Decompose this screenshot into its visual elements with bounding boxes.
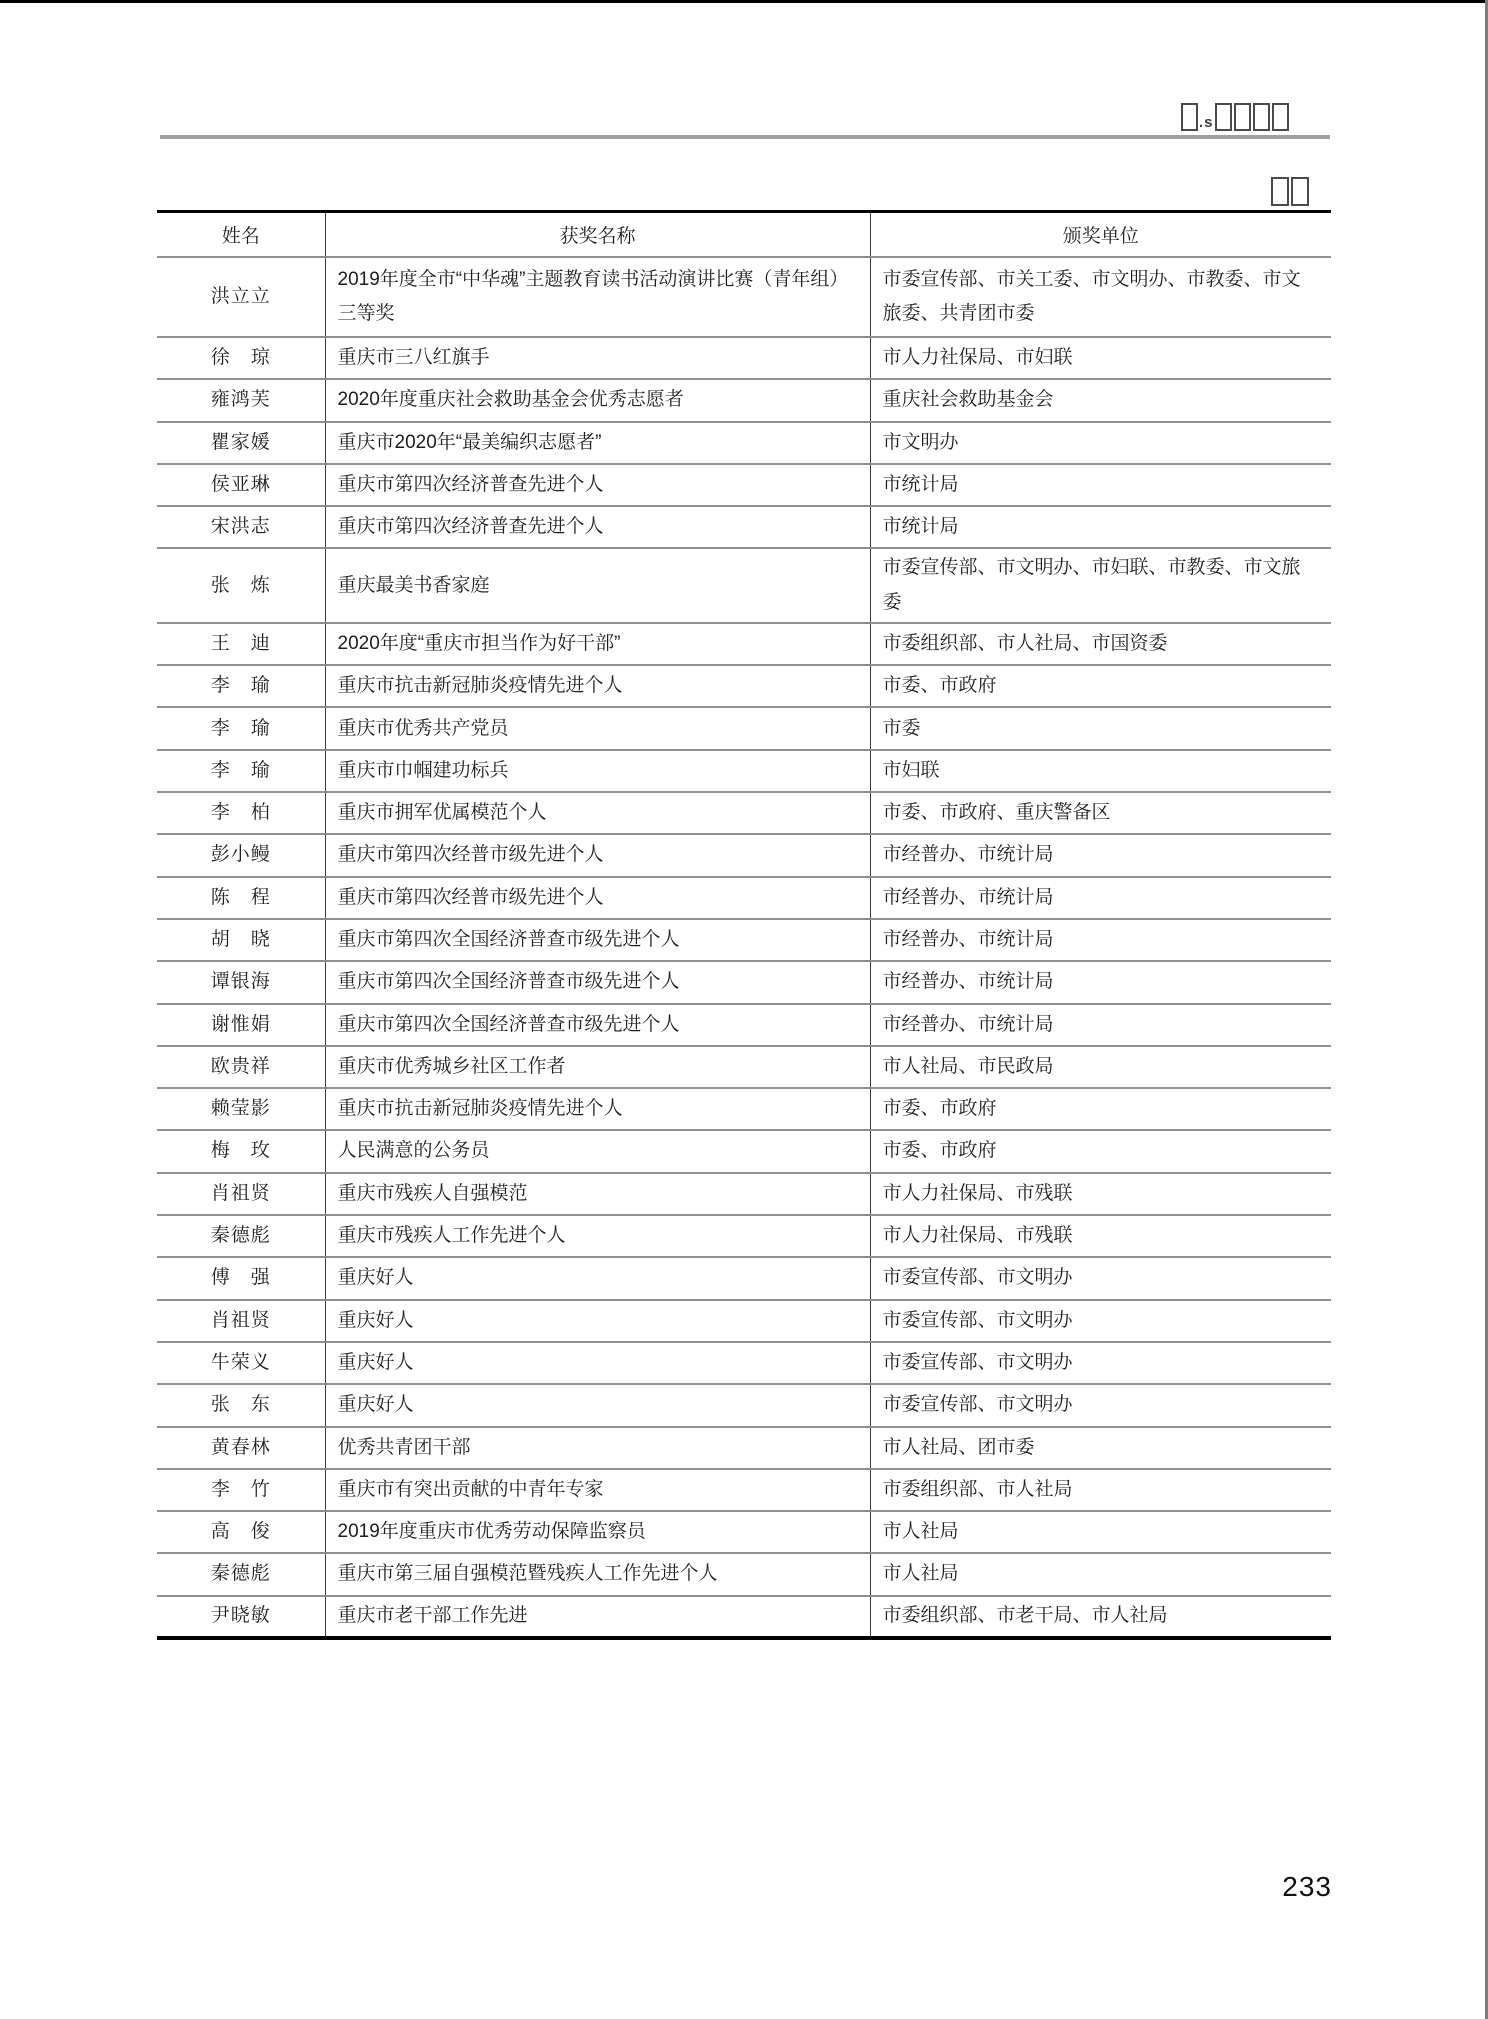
table-row [157, 257, 1331, 337]
cell-unit: 市委宣传部、市文明办 [870, 1257, 1331, 1299]
cell-award: 重庆市抗击新冠肺炎疫情先进个人 [325, 1088, 870, 1130]
cell-name: 李 瑜 [157, 750, 325, 792]
cell-unit: 市委宣传部、市文明办 [870, 1300, 1331, 1342]
table-row [157, 1088, 1331, 1130]
cell-name: 张 东 [157, 1384, 325, 1426]
missing-glyph-box [1271, 177, 1289, 206]
cell-award: 重庆市第四次经普市级先进个人 [325, 877, 870, 919]
cell-name: 徐 琼 [157, 337, 325, 379]
cell-award: 重庆市巾帼建功标兵 [325, 750, 870, 792]
cell-award: 重庆好人 [325, 1257, 870, 1299]
cell-unit: 市人力社保局、市残联 [870, 1215, 1331, 1257]
page-top-edge-line [0, 0, 1488, 3]
cell-unit: 市人社局、市民政局 [870, 1046, 1331, 1088]
missing-glyph-box [1215, 103, 1232, 131]
cell-name: 彭小鳗 [157, 834, 325, 876]
cell-unit: 市妇联 [870, 750, 1331, 792]
cell-unit: 市委组织部、市人社局 [870, 1469, 1331, 1511]
cell-name: 谭银海 [157, 961, 325, 1003]
cell-award: 重庆市优秀共产党员 [325, 707, 870, 749]
table-row [157, 548, 1331, 622]
cell-name: 秦德彪 [157, 1215, 325, 1257]
page-number: 233 [1282, 1871, 1332, 1902]
cell-unit: 市委宣传部、市文明办 [870, 1342, 1331, 1384]
table-row [157, 1300, 1331, 1342]
cell-award: 重庆市第三届自强模范暨残疾人工作先进个人 [325, 1553, 870, 1595]
table-row [157, 1384, 1331, 1426]
column-header-name: 姓名 [157, 212, 325, 258]
table-row [157, 1046, 1331, 1088]
table-header-row [157, 212, 1331, 258]
cell-award: 重庆市第四次全国经济普查市级先进个人 [325, 919, 870, 961]
cell-name: 陈 程 [157, 877, 325, 919]
cell-award: 重庆市老干部工作先进 [325, 1596, 870, 1638]
cell-award: 重庆市拥军优属模范个人 [325, 792, 870, 834]
running-header: .s [1180, 103, 1290, 131]
table-row [157, 464, 1331, 506]
table-row [157, 792, 1331, 834]
missing-glyph-box [1291, 177, 1309, 206]
cell-name: 李 瑜 [157, 665, 325, 707]
cell-award: 重庆市第四次经普市级先进个人 [325, 834, 870, 876]
cell-name: 肖祖贤 [157, 1300, 325, 1342]
table-row [157, 834, 1331, 876]
cell-name: 傅 强 [157, 1257, 325, 1299]
cell-unit: 市文明办 [870, 422, 1331, 464]
cell-award: 优秀共青团干部 [325, 1427, 870, 1469]
table-row [157, 750, 1331, 792]
cell-name: 牛荣义 [157, 1342, 325, 1384]
cell-award: 重庆市抗击新冠肺炎疫情先进个人 [325, 665, 870, 707]
table-continued-label [1270, 177, 1310, 206]
cell-award: 重庆好人 [325, 1342, 870, 1384]
cell-award: 2019年度重庆市优秀劳动保障监察员 [325, 1511, 870, 1553]
cell-name: 赖莹影 [157, 1088, 325, 1130]
cell-unit: 市经普办、市统计局 [870, 1004, 1331, 1046]
cell-award: 重庆市2020年“最美编织志愿者” [325, 422, 870, 464]
cell-unit: 市经普办、市统计局 [870, 877, 1331, 919]
table-row [157, 623, 1331, 665]
table-row [157, 1342, 1331, 1384]
cell-unit: 市经普办、市统计局 [870, 919, 1331, 961]
cell-award: 重庆市残疾人工作先进个人 [325, 1215, 870, 1257]
cell-award: 2020年度“重庆市担当作为好干部” [325, 623, 870, 665]
cell-name: 洪立立 [157, 257, 325, 337]
table-row [157, 1596, 1331, 1638]
cell-award: 重庆市第四次全国经济普查市级先进个人 [325, 961, 870, 1003]
cell-name: 胡 晓 [157, 919, 325, 961]
cell-unit: 市委 [870, 707, 1331, 749]
cell-name: 侯亚琳 [157, 464, 325, 506]
cell-unit: 市委宣传部、市关工委、市文明办、市教委、市文旅委、共青团市委 [870, 257, 1331, 337]
cell-award: 重庆市三八红旗手 [325, 337, 870, 379]
cell-award: 重庆市第四次经济普查先进个人 [325, 506, 870, 548]
table-row [157, 1469, 1331, 1511]
cell-award: 重庆市优秀城乡社区工作者 [325, 1046, 870, 1088]
cell-name: 尹晓敏 [157, 1596, 325, 1638]
cell-name: 李 竹 [157, 1469, 325, 1511]
cell-name: 王 迪 [157, 623, 325, 665]
cell-name: 雍鸿芙 [157, 379, 325, 421]
table-row [157, 1173, 1331, 1215]
cell-award: 重庆市第四次经济普查先进个人 [325, 464, 870, 506]
cell-name: 欧贵祥 [157, 1046, 325, 1088]
missing-glyph-box [1181, 103, 1198, 131]
cell-name: 秦德彪 [157, 1553, 325, 1595]
table-row [157, 379, 1331, 421]
cell-unit: 市人社局 [870, 1553, 1331, 1595]
table-row [157, 1215, 1331, 1257]
cell-unit: 市人力社保局、市妇联 [870, 337, 1331, 379]
cell-unit: 市人社局 [870, 1511, 1331, 1553]
cell-unit: 市经普办、市统计局 [870, 834, 1331, 876]
cell-unit: 市统计局 [870, 464, 1331, 506]
header-rule [160, 135, 1330, 139]
cell-award: 人民满意的公务员 [325, 1130, 870, 1172]
cell-unit: 市委、市政府 [870, 1088, 1331, 1130]
table-row [157, 1553, 1331, 1595]
cell-unit: 市委、市政府、重庆警备区 [870, 792, 1331, 834]
table-row [157, 665, 1331, 707]
missing-glyph-box [1272, 103, 1289, 131]
cell-name: 肖祖贤 [157, 1173, 325, 1215]
table-row [157, 877, 1331, 919]
cell-name: 谢惟娟 [157, 1004, 325, 1046]
table-row [157, 707, 1331, 749]
cell-name: 瞿家媛 [157, 422, 325, 464]
cell-name: 高 俊 [157, 1511, 325, 1553]
table-row [157, 422, 1331, 464]
cell-award: 重庆市第四次全国经济普查市级先进个人 [325, 1004, 870, 1046]
cell-award: 重庆市残疾人自强模范 [325, 1173, 870, 1215]
cell-unit: 市委宣传部、市文明办、市妇联、市教委、市文旅委 [870, 548, 1331, 622]
cell-award: 重庆好人 [325, 1300, 870, 1342]
table-row [157, 1004, 1331, 1046]
cell-unit: 市统计局 [870, 506, 1331, 548]
cell-unit: 市委宣传部、市文明办 [870, 1384, 1331, 1426]
table-row [157, 961, 1331, 1003]
column-header-unit: 颁奖单位 [870, 212, 1331, 258]
missing-glyph-box [1234, 103, 1251, 131]
awards-table [157, 210, 1331, 1640]
cell-unit: 市人社局、团市委 [870, 1427, 1331, 1469]
cell-unit: 市委、市政府 [870, 1130, 1331, 1172]
table-row [157, 1427, 1331, 1469]
cell-award: 2019年度全市“中华魂”主题教育读书活动演讲比赛（青年组）三等奖 [325, 257, 870, 337]
cell-unit: 市人力社保局、市残联 [870, 1173, 1331, 1215]
table-row [157, 1511, 1331, 1553]
table-row [157, 337, 1331, 379]
cell-name: 李 瑜 [157, 707, 325, 749]
awards-table-body [157, 257, 1331, 1638]
table-row [157, 506, 1331, 548]
cell-name: 张 炼 [157, 548, 325, 622]
cell-unit: 市委、市政府 [870, 665, 1331, 707]
cell-name: 宋洪志 [157, 506, 325, 548]
column-header-award: 获奖名称 [325, 212, 870, 258]
cell-name: 黄春林 [157, 1427, 325, 1469]
cell-award: 重庆市有突出贡献的中青年专家 [325, 1469, 870, 1511]
cell-award: 重庆最美书香家庭 [325, 548, 870, 622]
table-row [157, 1130, 1331, 1172]
cell-name: 李 柏 [157, 792, 325, 834]
cell-unit: 市经普办、市统计局 [870, 961, 1331, 1003]
cell-award: 2020年度重庆社会救助基金会优秀志愿者 [325, 379, 870, 421]
table-row [157, 919, 1331, 961]
cell-unit: 重庆社会救助基金会 [870, 379, 1331, 421]
table-row [157, 1257, 1331, 1299]
cell-name: 梅 玫 [157, 1130, 325, 1172]
cell-award: 重庆好人 [325, 1384, 870, 1426]
missing-glyph-box [1253, 103, 1270, 131]
cell-unit: 市委组织部、市老干局、市人社局 [882, 1605, 1168, 1627]
cell-unit: 市委组织部、市人社局、市国资委 [870, 623, 1331, 665]
